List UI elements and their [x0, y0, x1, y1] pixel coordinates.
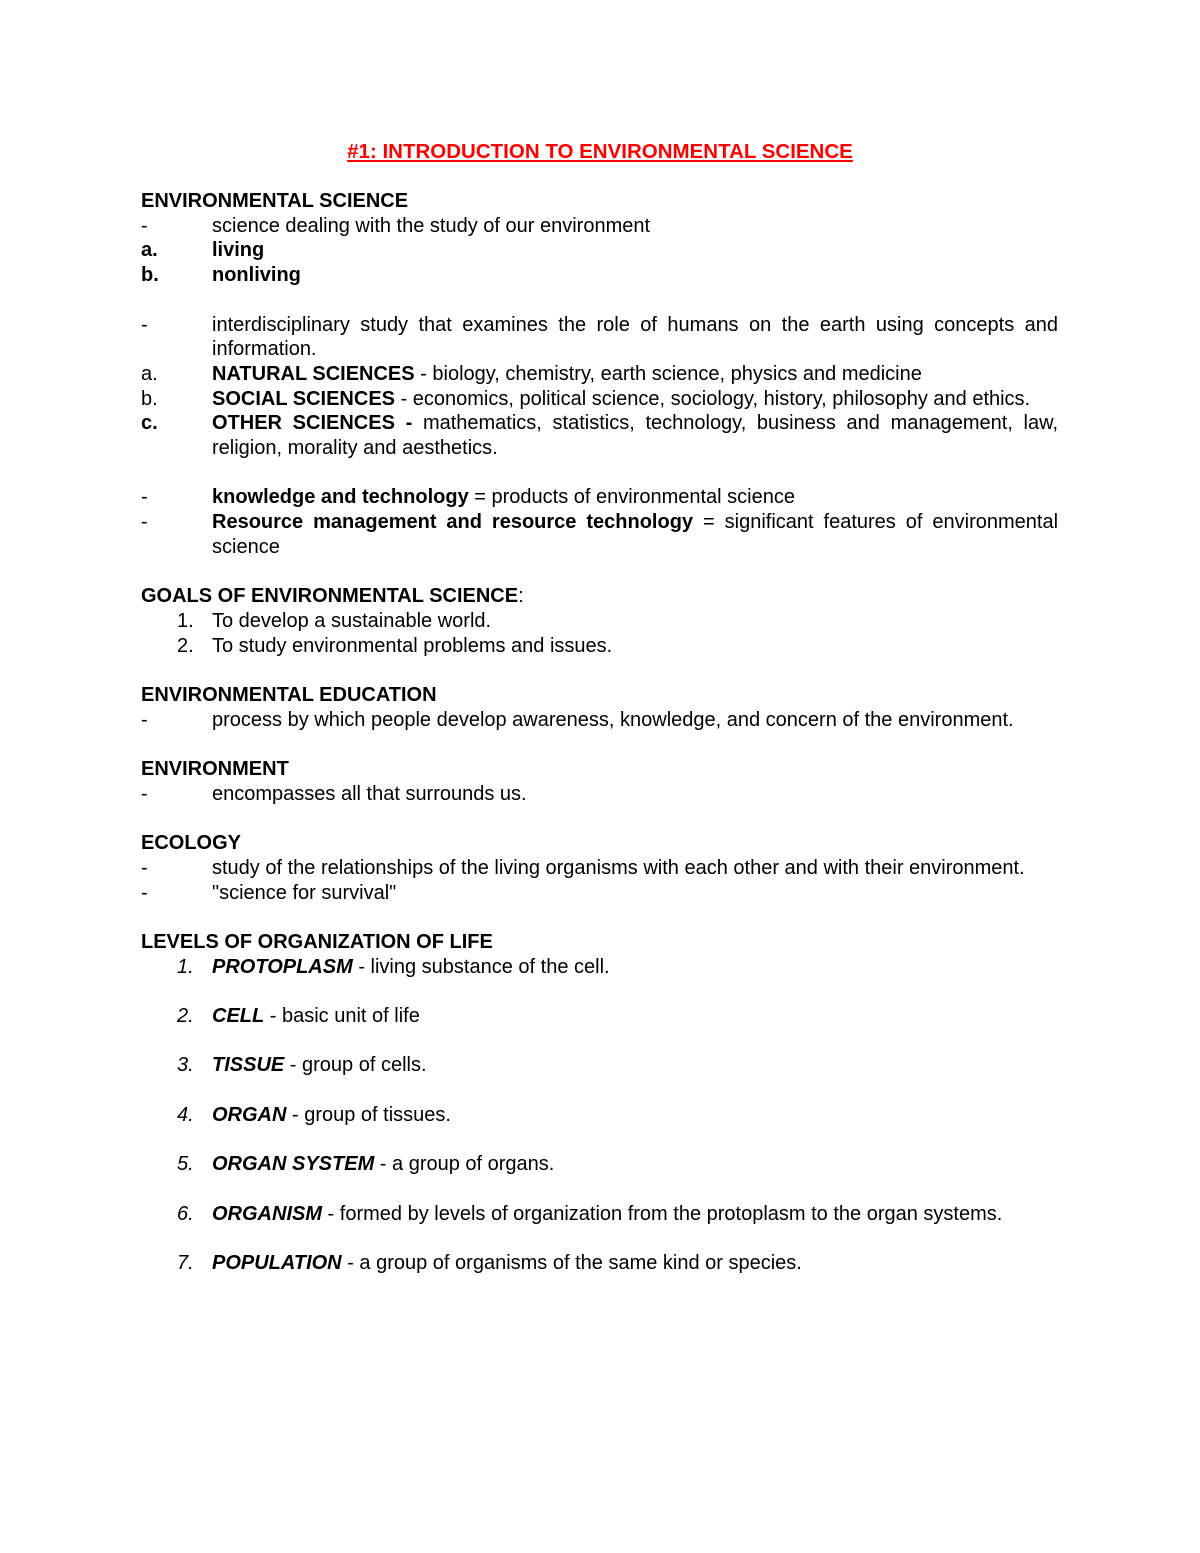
definition-text: science dealing with the study of our environment [212, 214, 651, 237]
term-knowledge-technology: knowledge and technology [212, 486, 469, 509]
list-item [141, 856, 1058, 881]
list-item [141, 510, 1058, 559]
other-sciences-desc: mathematics, statistics, technology, business and management, law, religion, morality and aesthetics. [212, 412, 1059, 460]
term-resource-management: Resource management and resource technology [212, 511, 694, 534]
list-marker: 4. [177, 1103, 194, 1126]
level-desc: - a group of organisms of the same kind or species. [341, 1252, 802, 1275]
bullet-dash: - [141, 313, 148, 336]
list-item [141, 881, 1058, 906]
section-heading-ecology: ECOLOGY [141, 832, 242, 855]
term-protoplasm: PROTOPLASM [212, 955, 353, 978]
interdisciplinary-text: interdisciplinary study that examines the role of humans on the earth using concepts and information. [212, 313, 1058, 361]
document-body [141, 189, 1058, 1276]
list-item [141, 609, 1058, 634]
term-organ-system: ORGAN SYSTEM [212, 1153, 375, 1176]
section-heading-goals: GOALS OF ENVIRONMENTAL SCIENCE: [141, 585, 524, 608]
bullet-dash: - [141, 708, 148, 731]
list-marker: 6. [177, 1202, 194, 1225]
list-marker: 2. [177, 634, 194, 657]
level-desc: - formed by levels of organization from the protoplasm to the organ systems. [322, 1202, 1003, 1225]
education-text: process by which people develop awareness, knowledge, and concern of the environment. [212, 708, 1014, 731]
list-item [141, 214, 1058, 239]
list-item [141, 708, 1058, 733]
section-heading-environmental-education: ENVIRONMENTAL EDUCATION [141, 684, 437, 706]
goal-text: To develop a sustainable world. [212, 609, 492, 632]
bullet-dash: - [141, 214, 148, 237]
list-marker: c. [141, 412, 158, 435]
list-item [141, 263, 1058, 288]
list-item [141, 238, 1058, 263]
bullet-dash: - [141, 782, 148, 805]
term-other-sciences: OTHER SCIENCES - [212, 412, 423, 435]
list-marker: 3. [177, 1054, 194, 1077]
list-item [141, 1053, 1058, 1078]
term-population: POPULATION [212, 1252, 342, 1275]
list-item [141, 1202, 1058, 1227]
social-sciences-desc: - economics, political science, sociology, history, philosophy and ethics. [395, 387, 1031, 410]
environment-text: encompasses all that surrounds us. [212, 782, 527, 805]
section-heading-environment: ENVIRONMENT [141, 758, 289, 781]
level-desc: - group of tissues. [286, 1103, 451, 1126]
term-organism: ORGANISM [212, 1202, 322, 1225]
section-heading-environmental-science: ENVIRONMENTAL SCIENCE [141, 190, 409, 212]
level-desc: - living substance of the cell. [352, 955, 610, 978]
list-item [141, 387, 1058, 412]
bullet-dash: - [141, 881, 148, 904]
resource-management-desc: = significant features of environmental science [212, 511, 1059, 558]
bullet-dash: - [141, 511, 148, 534]
list-marker: b. [141, 264, 159, 287]
list-item [141, 485, 1058, 510]
page-title: #1: INTRODUCTION TO ENVIRONMENTAL SCIENCE [347, 140, 853, 163]
level-desc: - basic unit of life [264, 1005, 420, 1028]
level-desc: - group of cells. [284, 1054, 427, 1077]
list-item-living: living [212, 239, 265, 262]
list-item [141, 362, 1058, 387]
bullet-dash: - [141, 486, 148, 509]
term-cell: CELL [212, 1005, 265, 1028]
list-item [141, 313, 1058, 362]
list-marker: 5. [177, 1153, 194, 1176]
term-organ: ORGAN [212, 1103, 287, 1126]
level-desc: - a group of organs. [374, 1153, 555, 1176]
list-marker: 2. [177, 1005, 194, 1028]
section-heading-levels: LEVELS OF ORGANIZATION OF LIFE [141, 930, 493, 953]
ecology-quote: "science for survival" [212, 881, 397, 904]
list-marker: a. [141, 362, 158, 385]
term-social-sciences: SOCIAL SCIENCES [212, 387, 395, 410]
list-item [141, 411, 1058, 460]
list-item [141, 1004, 1058, 1029]
list-item [141, 1251, 1058, 1276]
list-item-nonliving: nonliving [212, 264, 301, 287]
list-item [141, 955, 1058, 980]
list-item [141, 1103, 1058, 1128]
list-item [141, 1152, 1058, 1177]
list-item [141, 782, 1058, 807]
goal-text: To study environmental problems and issues. [212, 634, 613, 657]
list-marker: 7. [177, 1252, 194, 1275]
knowledge-technology-desc: = products of environmental science [468, 486, 795, 509]
list-marker: a. [141, 239, 158, 262]
list-marker: 1. [177, 609, 194, 632]
ecology-text: study of the relationships of the living organisms with each other and with their environment. [212, 856, 1025, 879]
bullet-dash: - [141, 856, 148, 879]
list-item [141, 634, 1058, 659]
list-marker: 1. [177, 955, 194, 978]
natural-sciences-desc: - biology, chemistry, earth science, physics and medicine [414, 362, 922, 385]
term-tissue: TISSUE [212, 1054, 285, 1077]
term-natural-sciences: NATURAL SCIENCES [212, 362, 415, 385]
list-marker: b. [141, 387, 158, 410]
